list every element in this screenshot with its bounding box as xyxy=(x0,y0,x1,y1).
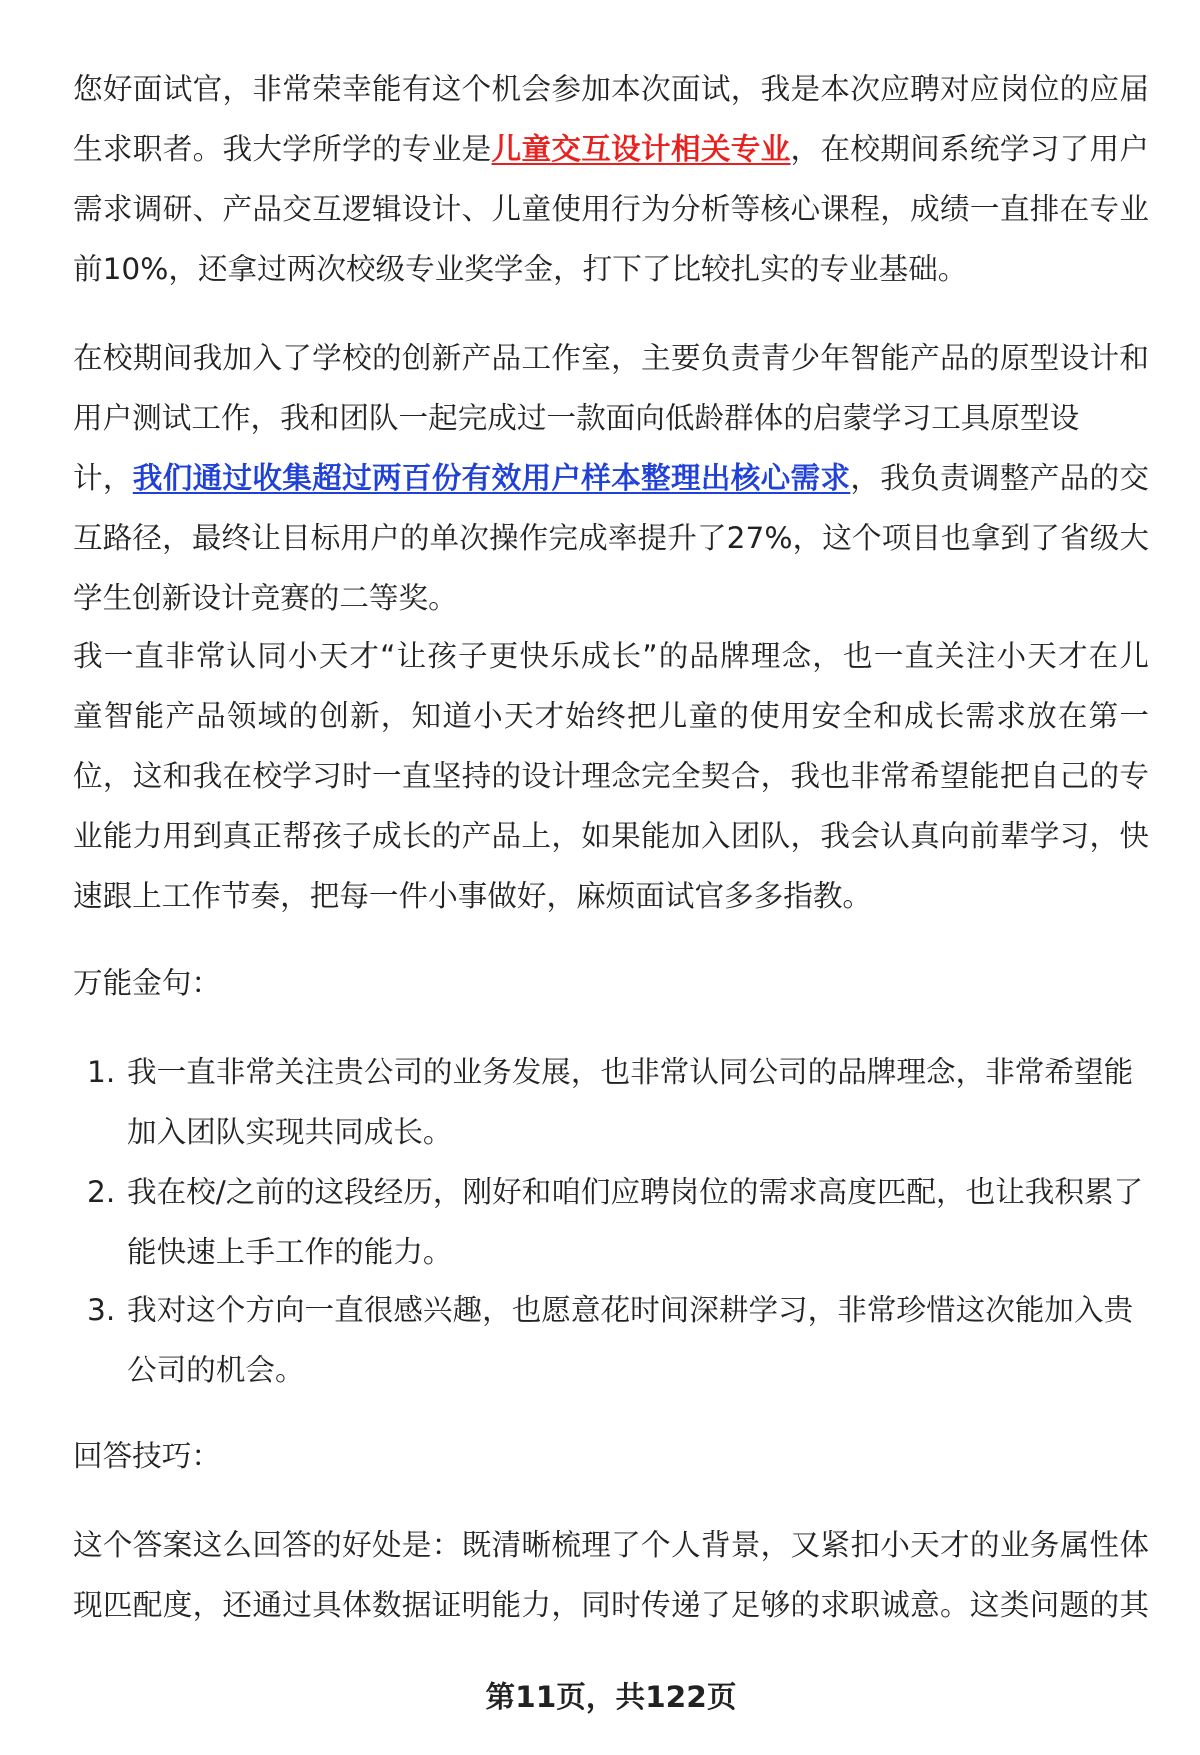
text-line xyxy=(73,686,1149,746)
text-segment: 这个答案这么回答的好处是：既清晰梳理了个人背景，又紧扣小天才的业务属性体 xyxy=(73,1528,1149,1562)
document-body xyxy=(73,59,1149,1635)
text-segment: 速跟上工作节奏，把每一件小事做好，麻烦面试官多多指教。 xyxy=(73,879,873,913)
text-line xyxy=(73,866,1149,926)
motivation-paragraph xyxy=(73,626,1149,926)
highlight-user-research: 我们通过收集超过两百份有效用户样本整理出核心需求 xyxy=(132,461,851,495)
text-line xyxy=(73,1575,1149,1635)
list-number: 1. xyxy=(87,1055,116,1089)
text-segment: 您好面试官，非常荣幸能有这个机会参加本次面试，我是本次应聘对应岗位的应届 xyxy=(73,72,1149,106)
text-segment: 前10%，还拿过两次校级专业奖学金，打下了比较扎实的专业基础。 xyxy=(73,252,968,286)
intro-paragraph xyxy=(73,59,1149,299)
tips-paragraph xyxy=(73,1515,1149,1635)
text-segment: 用户测试工作，我和团队一起完成过一款面向低龄群体的启蒙学习工具原型设 xyxy=(73,401,1080,435)
text-line xyxy=(73,119,1149,179)
section-heading-phrases: 万能金句： xyxy=(73,966,221,1000)
text-segment: 计， xyxy=(73,461,133,495)
text-line xyxy=(73,508,1149,568)
text-line: 加入团队实现共同成长。 xyxy=(127,1115,453,1149)
list-item xyxy=(73,1280,1149,1400)
text-segment: 业能力用到真正帮孩子成长的产品上，如果能加入团队，我会认真向前辈学习，快 xyxy=(73,819,1149,853)
text-line xyxy=(73,626,1149,686)
list-item-text xyxy=(127,1042,1149,1162)
text-segment: 互路径，最终让目标用户的单次操作完成率提升了27%，这个项目也拿到了省级大 xyxy=(73,521,1149,555)
text-line xyxy=(73,179,1149,239)
text-line: 我一直非常关注贵公司的业务发展，也非常认同公司的品牌理念，非常希望能 xyxy=(127,1055,1134,1089)
text-line xyxy=(73,388,1149,448)
text-segment: 童智能产品领域的创新，知道小天才始终把儿童的使用安全和成长需求放在第一 xyxy=(73,699,1149,733)
text-segment: ，我负责调整产品的交 xyxy=(850,461,1150,495)
text-line xyxy=(73,806,1149,866)
text-segment: 位，这和我在校学习时一直坚持的设计理念完全契合，我也非常希望能把自己的专 xyxy=(73,759,1149,793)
page-indicator: 第11页，共122页 xyxy=(485,1680,737,1714)
text-segment: 我一直非常认同小天才“让孩子更快乐成长”的品牌理念，也一直关注小天才在儿 xyxy=(73,639,1149,673)
text-segment: 学生创新设计竞赛的二等奖。 xyxy=(73,581,458,615)
text-line xyxy=(73,239,1149,299)
phrase-list xyxy=(73,1042,1149,1400)
list-item-text xyxy=(127,1280,1149,1400)
text-line: 公司的机会。 xyxy=(127,1353,305,1387)
text-segment: 生求职者。我大学所学的专业是 xyxy=(73,132,492,166)
text-line xyxy=(73,328,1149,388)
experience-paragraph xyxy=(73,328,1149,628)
text-segment: 需求调研、产品交互逻辑设计、儿童使用行为分析等核心课程，成绩一直排在专业 xyxy=(73,192,1149,226)
list-item xyxy=(73,1162,1149,1282)
list-number: 3. xyxy=(87,1293,116,1327)
text-line xyxy=(73,59,1149,119)
list-item-text xyxy=(127,1162,1149,1282)
text-segment: ，在校期间系统学习了用户 xyxy=(790,132,1150,166)
text-segment: 现匹配度，还通过具体数据证明能力，同时传递了足够的求职诚意。这类问题的其 xyxy=(73,1588,1149,1622)
text-line xyxy=(73,448,1149,508)
text-line: 能快速上手工作的能力。 xyxy=(127,1235,453,1269)
text-segment: 在校期间我加入了学校的创新产品工作室，主要负责青少年智能产品的原型设计和 xyxy=(73,341,1149,375)
list-number: 2. xyxy=(87,1175,116,1209)
list-item xyxy=(73,1042,1149,1162)
text-line xyxy=(73,746,1149,806)
text-line: 我在校/之前的这段经历，刚好和咱们应聘岗位的需求高度匹配，也让我积累了 xyxy=(127,1175,1144,1209)
text-line xyxy=(73,1515,1149,1575)
text-line xyxy=(73,568,1149,628)
section-heading-tips: 回答技巧： xyxy=(73,1439,221,1473)
text-line: 我对这个方向一直很感兴趣，也愿意花时间深耕学习，非常珍惜这次能加入贵 xyxy=(127,1293,1134,1327)
highlight-major: 儿童交互设计相关专业 xyxy=(491,132,791,166)
